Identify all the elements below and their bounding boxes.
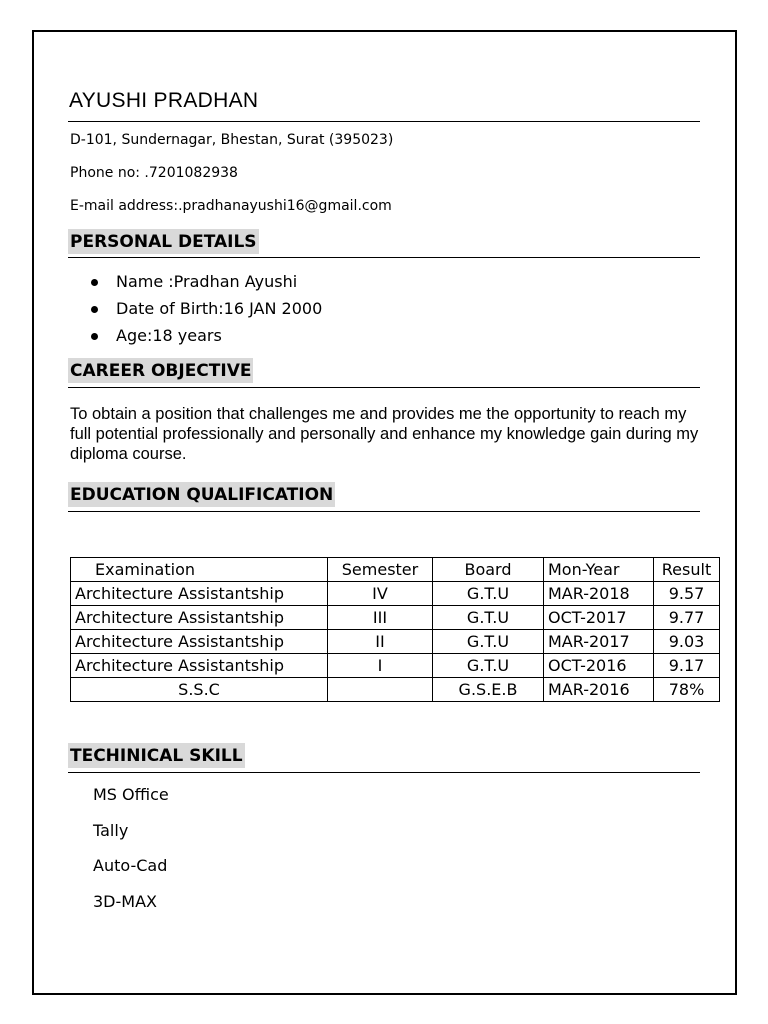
divider xyxy=(68,121,700,122)
table-cell: III xyxy=(328,606,433,630)
list-item: Age:18 years xyxy=(88,322,322,349)
personal-details-list xyxy=(88,268,322,349)
table-row xyxy=(71,630,720,654)
table-row xyxy=(71,606,720,630)
divider xyxy=(68,257,700,258)
list-item: Auto-Cad xyxy=(93,856,168,875)
table-cell: MAR-2018 xyxy=(544,582,654,606)
table-cell: G.T.U xyxy=(433,582,544,606)
resume-name: AYUSHI PRADHAN xyxy=(69,89,259,112)
list-item: Tally xyxy=(93,820,129,840)
table-cell: IV xyxy=(328,582,433,606)
objective-text: To obtain a position that challenges me and provides me the opportunity to reach my full potential professionally and personally and enhance my knowledge gain during my diploma course. xyxy=(70,405,699,463)
table-cell: Architecture Assistantship xyxy=(71,630,328,654)
table-row xyxy=(71,678,720,702)
table-cell: MAR-2016 xyxy=(544,678,654,702)
column-header: Result xyxy=(654,558,720,582)
table-cell: Architecture Assistantship xyxy=(71,654,328,678)
table-cell: G.T.U xyxy=(433,654,544,678)
column-header: Mon-Year xyxy=(544,558,654,582)
table-cell: MAR-2017 xyxy=(544,630,654,654)
divider xyxy=(68,772,700,773)
divider xyxy=(68,387,700,388)
education-table xyxy=(70,557,720,702)
list-item: MS Office xyxy=(93,785,169,804)
phone-text: Phone no: .7201082938 xyxy=(70,165,238,181)
table-cell: 9.03 xyxy=(654,630,720,654)
table-cell: Architecture Assistantship xyxy=(71,606,328,630)
table-cell: G.S.E.B xyxy=(433,678,544,702)
column-header: Examination xyxy=(71,558,328,582)
list-item: Date of Birth:16 JAN 2000 xyxy=(88,295,322,322)
table-cell: OCT-2017 xyxy=(544,606,654,630)
personal-details-heading: PERSONAL DETAILS xyxy=(68,229,259,254)
table-cell: II xyxy=(328,630,433,654)
divider xyxy=(68,511,700,512)
table-cell: G.T.U xyxy=(433,630,544,654)
table-cell: Architecture Assistantship xyxy=(71,582,328,606)
table-cell: I xyxy=(328,654,433,678)
column-header: Board xyxy=(433,558,544,582)
table-cell: G.T.U xyxy=(433,606,544,630)
list-item: Name :Pradhan Ayushi xyxy=(88,268,322,295)
table-cell: 9.77 xyxy=(654,606,720,630)
list-item: 3D-MAX xyxy=(93,891,157,911)
table-row xyxy=(71,582,720,606)
table-header-row xyxy=(71,558,720,582)
table-cell: S.S.C xyxy=(71,678,328,702)
education-heading: EDUCATION QUALIFICATION xyxy=(68,482,335,507)
table-cell: 78% xyxy=(654,678,720,702)
table-cell: 9.57 xyxy=(654,582,720,606)
column-header: Semester xyxy=(328,558,433,582)
table-row xyxy=(71,654,720,678)
address-text: D-101, Sundernagar, Bhestan, Surat (395023) xyxy=(70,132,394,148)
table-cell: OCT-2016 xyxy=(544,654,654,678)
table-cell xyxy=(328,678,433,702)
technical-skill-heading: TECHINICAL SKILL xyxy=(68,743,245,768)
table-cell: 9.17 xyxy=(654,654,720,678)
skills-list xyxy=(93,783,169,925)
email-text: E-mail address:.pradhanayushi16@gmail.com xyxy=(70,198,392,214)
career-objective-heading: CAREER OBJECTIVE xyxy=(68,358,253,383)
